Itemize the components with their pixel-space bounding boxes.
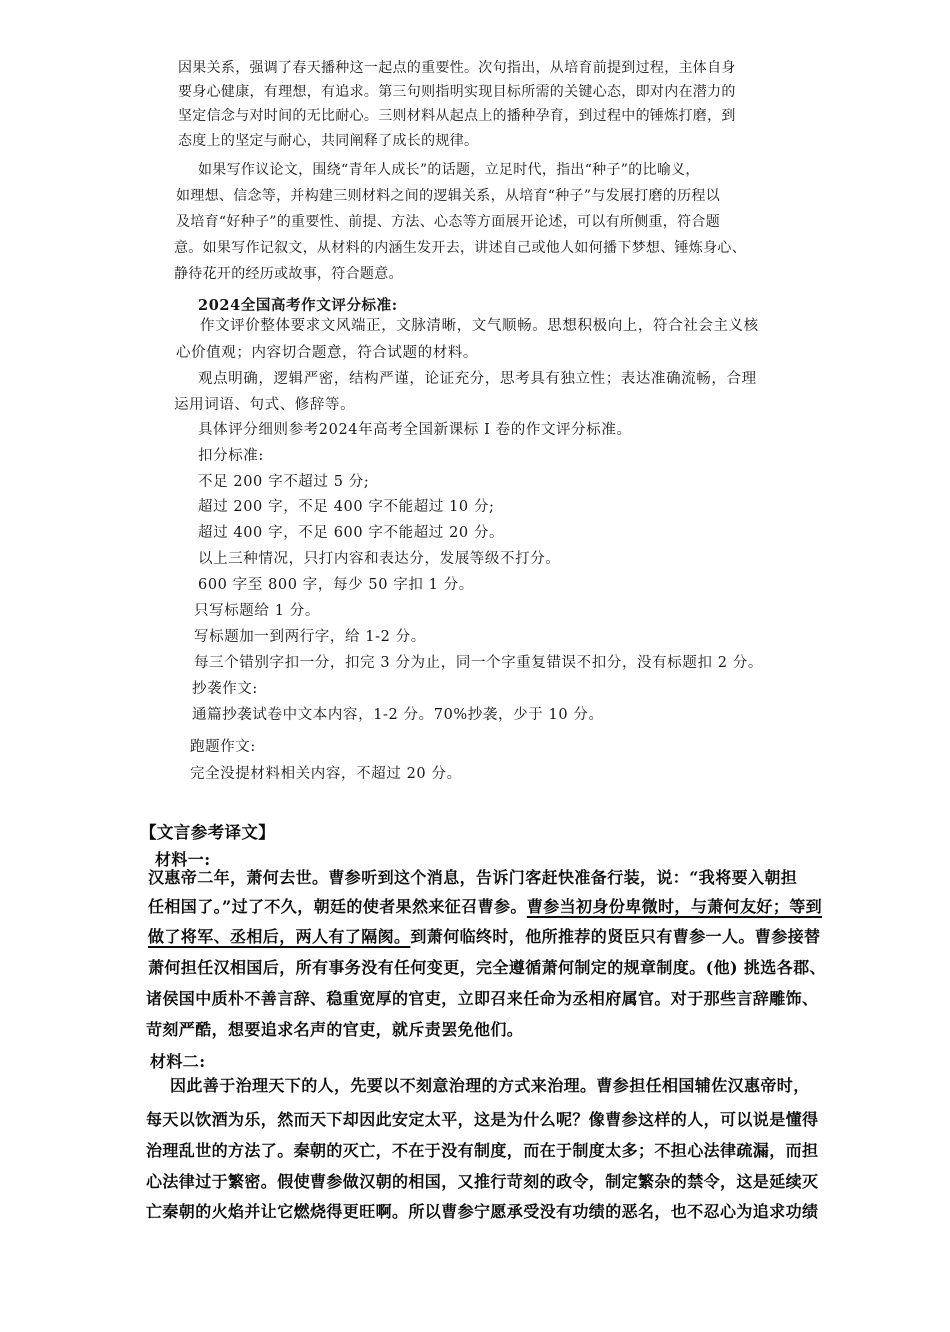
guidance-line: 因果关系，强调了春天播种这一起点的重要性。次句指出，从培育前提到过程，主体自身 [178,60,736,76]
material-one-line: 萧何担任汉相国后，所有事务没有任何变更，完全遵循萧何制定的规章制度。(他) 挑选各郡、 [148,958,826,977]
scoring-line: 只写标题给 1 分。 [194,603,320,619]
guidance-line: 如果写作议论文，围绕“青年人成长”的话题，立足时代，指出“种子”的比喻义， [198,162,700,178]
guidance-line: 坚定信念与对时间的无比耐心。三则材料从起点上的播种孕育，到过程中的锤炼打磨，到 [178,108,736,124]
underlined-text: 曹参当初身份卑微时，与萧何友好；等到 [526,897,823,916]
scoring-line: 写标题加一到两行字，给 1-2 分。 [194,629,426,645]
material-one-text: 任相国了。”过了不久，朝廷的使者果然来征召曹参。 [148,897,527,916]
material-one-text: 到萧何临终时，他所推荐的贤臣只有曹参一人。曹参接替 [410,927,821,946]
off-topic-heading: 跑题作文: [190,739,256,755]
scoring-line: 心价值观；内容切合题意，符合试题的材料。 [176,345,478,361]
scoring-line: 每三个错别字扣一分，扣完 3 分为止，同一个字重复错误不扣分，没有标题扣 2 分。 [194,655,763,671]
material-two-line: 治理乱世的方法了。秦朝的灭亡，不在于没有制度，而在于制度太多；不担心法律疏漏，而担 [146,1141,819,1160]
scoring-line: 通篇抄袭试卷中文本内容，1-2 分。70%抄袭，少于 10 分。 [192,707,604,723]
scoring-line: 作文评价整体要求文风端正，文脉清晰，文气顺畅。思想积极向上，符合社会主义核 [200,318,759,334]
material-one-line [148,927,820,947]
guidance-line: 如理想、信念等，并构建三则材料之间的逻辑关系，从培育“种子”与发展打磨的历程以 [176,188,721,204]
guidance-line: 静待花开的经历或故事，符合题意。 [174,266,403,282]
material-one-line: 汉惠帝二年，萧何去世。曹参听到这个消息，告诉门客赶快准备行装，说：“我将要入朝担 [148,868,798,887]
scoring-line: 不足 200 字不超过 5 分; [198,474,370,490]
scoring-line: 600 字至 800 字，每少 50 字扣 1 分。 [198,577,474,593]
guidance-line: 态度上的坚定与耐心，共同阐释了成长的规律。 [178,133,479,149]
material-one-heading: 材料一: [155,850,211,869]
scoring-line: 观点明确，逻辑严密，结构严谨，论证充分，思考具有独立性；表达准确流畅，合理 [198,371,757,387]
plagiarism-heading: 抄袭作文: [192,681,258,697]
guidance-line: 意。如果写作记叙文，从材料的内涵生发开去，讲述自己或他人如何播下梦想、锤炼身心、 [174,240,746,256]
scoring-line: 运用词语、句式、修辞等。 [174,397,356,413]
scoring-line: 超过 200 字，不足 400 字不能超过 10 分; [198,499,495,515]
material-two-line: 因此善于治理天下的人，先要以不刻意治理的方式来治理。曹参担任相国辅佐汉惠帝时， [170,1076,810,1095]
scoring-line: 超过 400 字，不足 600 字不能超过 20 分。 [198,525,505,541]
scoring-line: 以上三种情况，只打内容和表达分，发展等级不打分。 [198,551,561,567]
material-one-line: 苛刻严酷，想要追求名声的官吏，就斥责罢免他们。 [146,1020,524,1039]
scoring-standard-title: 2024全国高考作文评分标准: [198,297,398,314]
scoring-line: 完全没提材料相关内容，不超过 20 分。 [190,766,462,782]
translation-title: 【文言参考译文】 [140,823,276,842]
material-two-line: 亡秦朝的火焰并让它燃烧得更旺啊。所以曹参宁愿承受没有功绩的恶名，也不忍心为追求功绩 [146,1202,819,1221]
material-two-line: 心法律过于繁密。假使曹参做汉朝的相国，又推行苛刻的政令，制定繁杂的禁令，这是延续灭 [146,1172,819,1191]
material-two-line: 每天以饮酒为乐，然而天下却因此安定太平，这是为什么呢？像曹参这样的人，可以说是懂得 [146,1110,819,1129]
deduction-title: 扣分标准: [198,448,264,464]
guidance-line: 及培育“好种子”的重要性、前提、方法、心态等方面展开论述，可以有所侧重，符合题 [176,214,721,230]
material-one-line: 诸侯国中质朴不善言辞、稳重宽厚的官吏，立即召来任命为丞相府属官。对于那些言辞雕饰、 [146,989,819,1008]
guidance-line: 要身心健康，有理想，有追求。第三句则指明实现目标所需的关键心态，即对内在潜力的 [178,84,736,100]
scoring-line: 具体评分细则参考2024年高考全国新课标 Ⅰ 卷的作文评分标准。 [198,422,632,438]
material-one-line [148,897,822,917]
material-two-heading: 材料二: [150,1052,206,1071]
underlined-text: 做了将军、丞相后，两人有了隔阂。 [148,927,411,946]
